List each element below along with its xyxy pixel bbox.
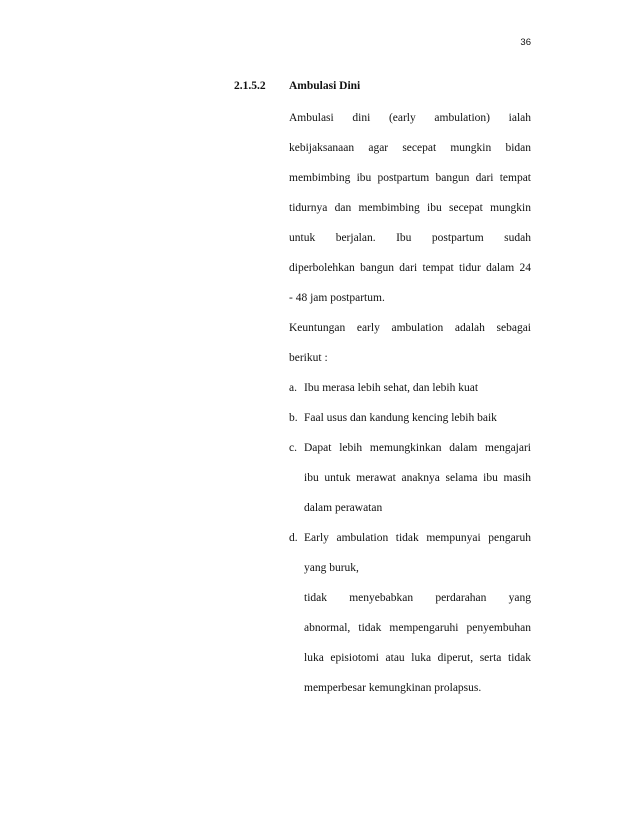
list-item-line: Ibu merasa lebih sehat, dan lebih kuat: [304, 382, 479, 394]
paragraph-line: diperbolehkan bangun dari tempat tidur dalam 24: [289, 262, 531, 274]
paragraph-line: berikut :: [289, 352, 328, 364]
paragraph-line: Ambulasi dini (early ambulation) ialah: [289, 112, 531, 124]
list-item-line: dalam perawatan: [304, 502, 383, 514]
list-item-line: Faal usus dan kandung kencing lebih baik: [304, 412, 497, 424]
list-marker: b.: [289, 412, 298, 424]
list-marker: d.: [289, 532, 298, 544]
section-number: 2.1.5.2: [234, 80, 266, 92]
list-item-line: tidak menyebabkan perdarahan yang: [304, 592, 531, 604]
paragraph-line: - 48 jam postpartum.: [289, 292, 385, 304]
paragraph-line: kebijaksanaan agar secepat mungkin bidan: [289, 142, 531, 154]
list-item-line: luka episiotomi atau luka diperut, serta tidak: [304, 652, 531, 664]
list-item-line: abnormal, tidak mempengaruhi penyembuhan: [304, 622, 531, 634]
list-item-line: Early ambulation tidak mempunyai pengaruh: [304, 532, 531, 544]
paragraph-line: untuk berjalan. Ibu postpartum sudah: [289, 232, 531, 244]
list-item-line: ibu untuk merawat anaknya selama ibu masih: [304, 472, 531, 484]
page-number: 36: [520, 37, 531, 48]
list-item-line: yang buruk,: [304, 562, 359, 574]
section-title: Ambulasi Dini: [289, 80, 361, 92]
list-item-line: Dapat lebih memungkinkan dalam mengajari: [304, 442, 531, 454]
list-marker: c.: [289, 442, 297, 454]
list-marker: a.: [289, 382, 297, 394]
section-heading: [234, 80, 360, 92]
paragraph-line: membimbing ibu postpartum bangun dari tempat: [289, 172, 531, 184]
paragraph-line: tidurnya dan membimbing ibu secepat mungkin: [289, 202, 531, 214]
paragraph-line: Keuntungan early ambulation adalah sebagai: [289, 322, 531, 334]
list-item-line: memperbesar kemungkinan prolapsus.: [304, 682, 482, 694]
